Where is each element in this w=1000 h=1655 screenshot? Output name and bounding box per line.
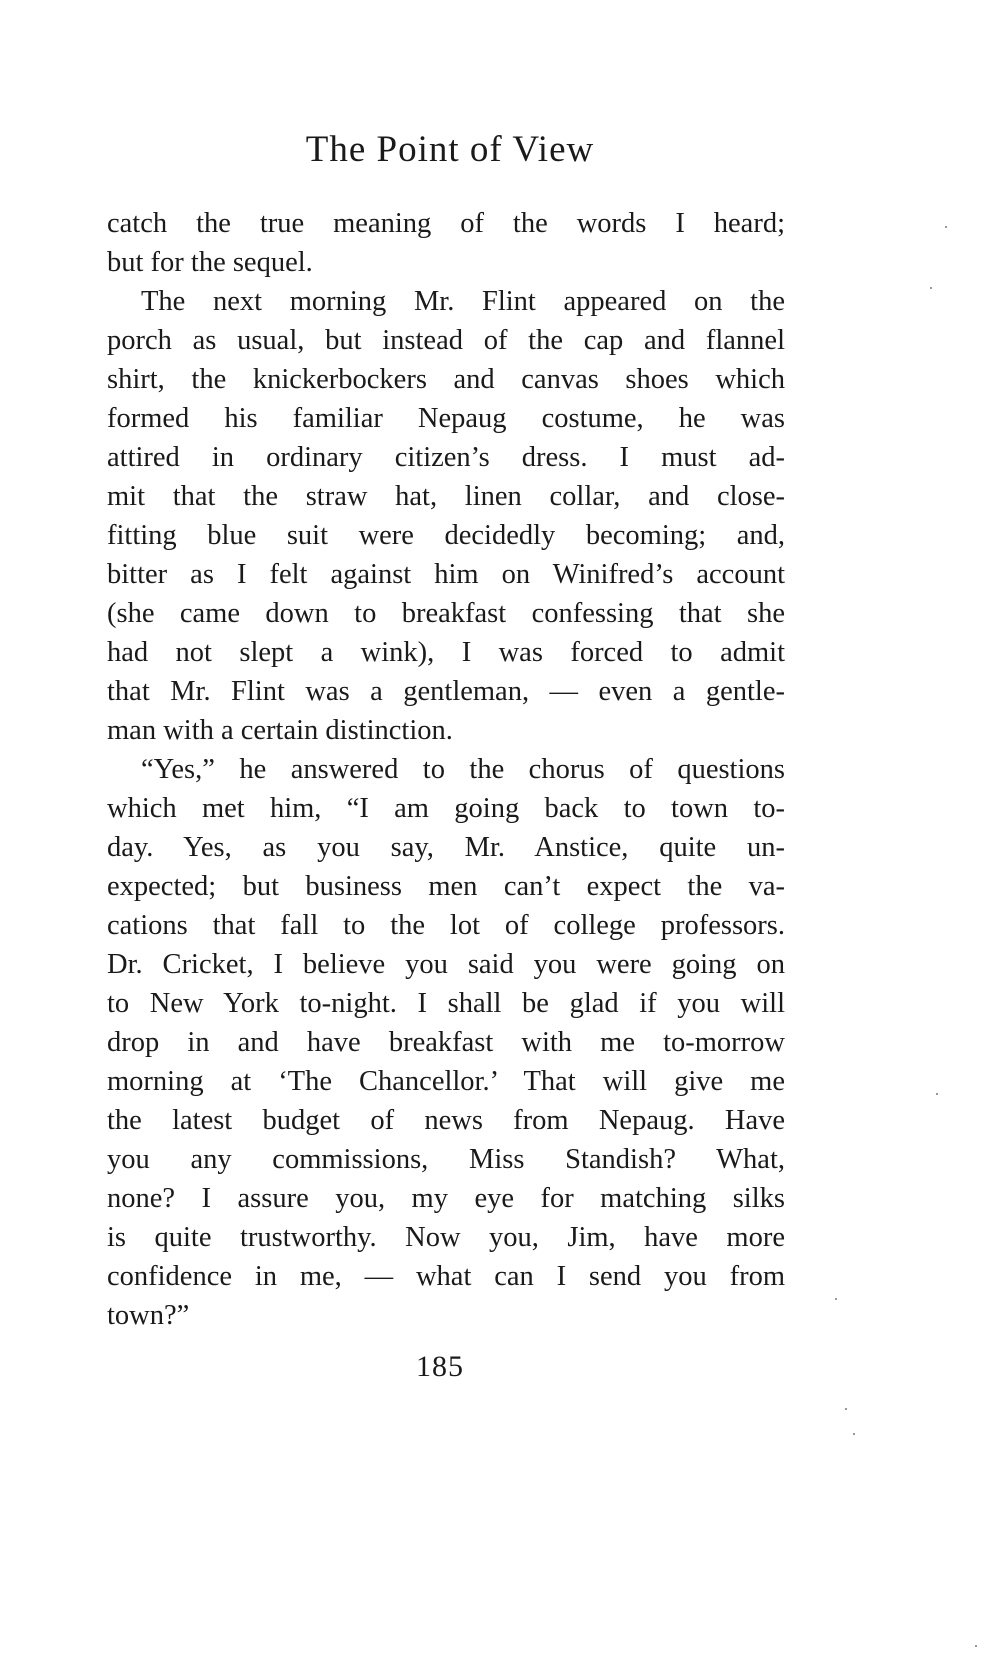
text-line: expected; but business men can’t expect the va- (107, 871, 785, 902)
text-line: formed his familiar Nepaug costume, he was (107, 403, 785, 434)
text-line: Dr. Cricket, I believe you said you were going on (107, 949, 785, 980)
scan-speck (975, 1645, 977, 1647)
text-line: attired in ordinary citizen’s dress. I must ad- (107, 442, 785, 473)
text-line: fitting blue suit were decidedly becoming; and, (107, 520, 785, 551)
body-text (107, 204, 785, 1335)
scan-speck (936, 1093, 938, 1095)
text-line: the latest budget of news from Nepaug. Have (107, 1105, 785, 1136)
paragraph-1 (107, 204, 785, 282)
text-line: which met him, “I am going back to town to- (107, 793, 785, 824)
text-line: (she came down to breakfast confessing that she (107, 598, 785, 629)
scan-speck (945, 226, 947, 228)
text-line: but for the sequel. (107, 247, 313, 278)
text-line: porch as usual, but instead of the cap and flannel (107, 325, 785, 356)
text-line: drop in and have breakfast with me to-morrow (107, 1027, 785, 1058)
text-line: mit that the straw hat, linen collar, and close- (107, 481, 785, 512)
text-line: is quite trustworthy. Now you, Jim, have more (107, 1222, 785, 1253)
text-line: The next morning Mr. Flint appeared on the (141, 286, 785, 317)
paragraph-2 (107, 282, 785, 750)
text-line: bitter as I felt against him on Winifred’s account (107, 559, 785, 590)
text-line: town?” (107, 1300, 190, 1331)
text-line: none? I assure you, my eye for matching silks (107, 1183, 785, 1214)
text-line: morning at ‘The Chancellor.’ That will give me (107, 1066, 785, 1097)
text-line: cations that fall to the lot of college professors. (107, 910, 785, 941)
scan-speck (930, 287, 932, 289)
paragraph-3 (107, 750, 785, 1335)
running-head: The Point of View (305, 129, 595, 170)
text-line: to New York to-night. I shall be glad if you will (107, 988, 785, 1019)
scan-speck (853, 1433, 855, 1435)
page-number: 185 (416, 1350, 464, 1383)
scan-speck (835, 1298, 837, 1300)
scan-speck (845, 1408, 847, 1410)
text-line: you any commissions, Miss Standish? What, (107, 1144, 785, 1175)
text-line: day. Yes, as you say, Mr. Anstice, quite un- (107, 832, 785, 863)
text-line: had not slept a wink), I was forced to admit (107, 637, 785, 668)
text-line: that Mr. Flint was a gentleman, — even a gentle- (107, 676, 785, 707)
text-line: man with a certain distinction. (107, 715, 453, 746)
text-line: shirt, the knickerbockers and canvas shoes which (107, 364, 785, 395)
text-line: catch the true meaning of the words I heard; (107, 208, 785, 239)
text-line: “Yes,” he answered to the chorus of questions (141, 754, 785, 785)
text-line: confidence in me, — what can I send you from (107, 1261, 785, 1292)
